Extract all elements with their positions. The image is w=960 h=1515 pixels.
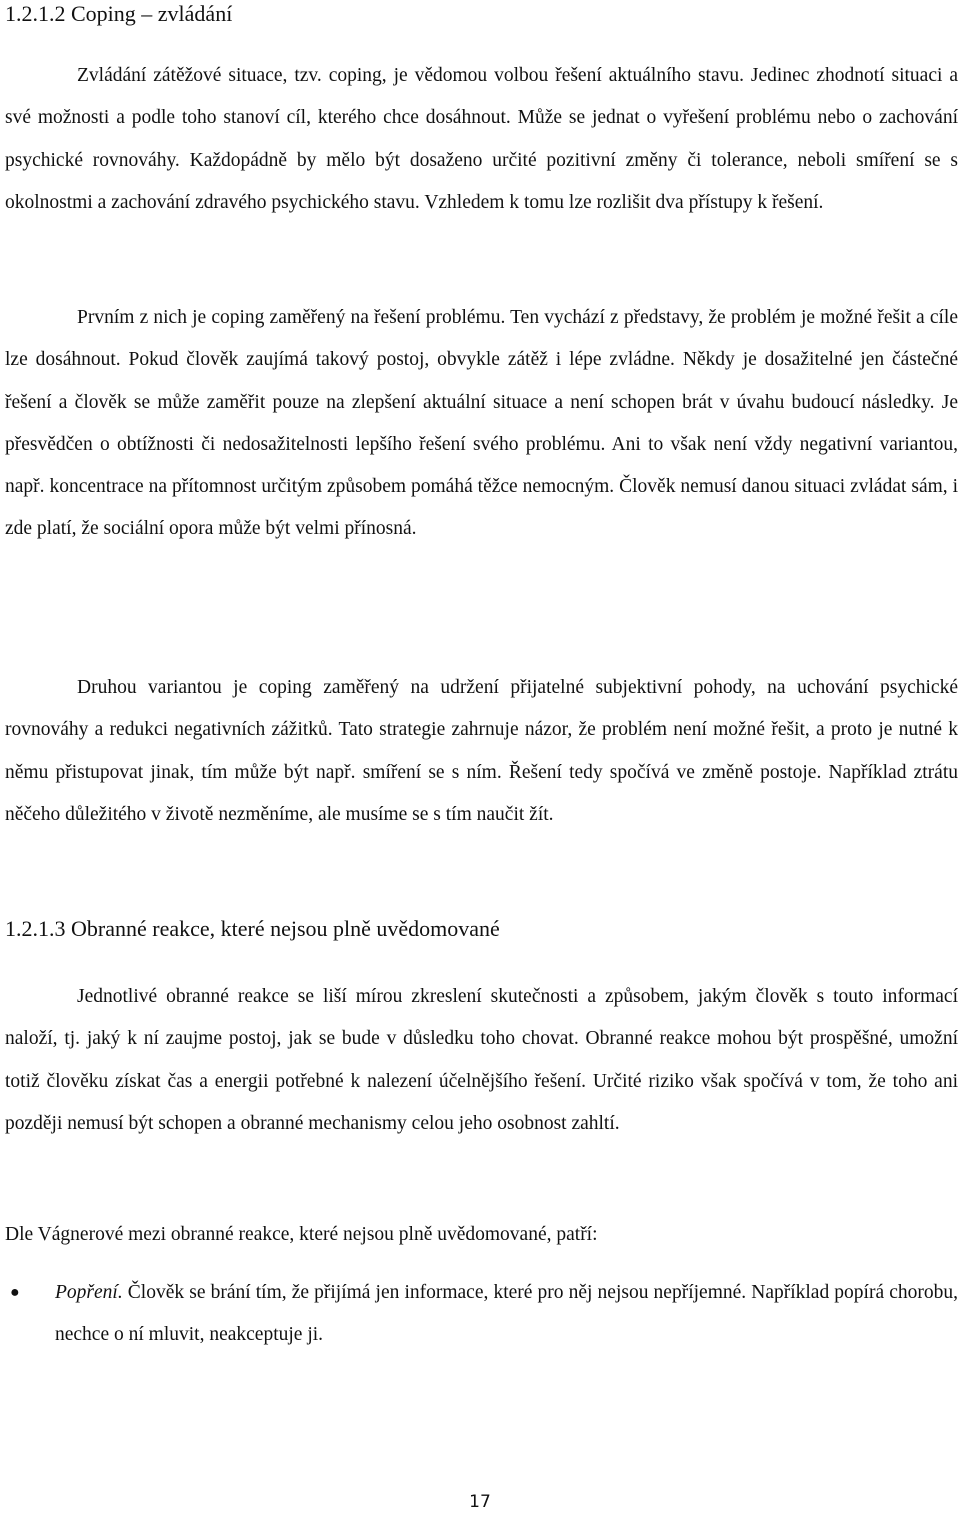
paragraph-problem-focused-coping: Prvním z nich je coping zaměřený na řešení problému. Ten vychází z představy, že problém je možné řešit a cíle lze dosáhnout. Pokud člověk zaujímá takový postoj, obvykle zátěž i lépe zvládne. Někdy je dosažitelné jen částečné řešení a člověk se může zaměřit pouze na zlepšení aktuální situace a není schopen brát v úvahu budoucí následky. Je přesvědčen o obtížnosti či nedosažitelnosti lepšího řešení svého problému. Ani to však není vždy negativní variantou, např. koncentrace na přítomnost určitým způsobem pomáhá těžce nemocným. Člověk nemusí danou situaci zvládat sám, i zde platí, že sociální opora může být velmi přínosná.: [5, 307, 958, 540]
defense-reaction-list: [0, 1272, 960, 1357]
list-item: [0, 1272, 958, 1357]
section-heading-defense-reactions: 1.2.1.3 Obranné reakce, které nejsou plně uvědomované: [5, 916, 500, 941]
paragraph-coping-definition: Zvládání zátěžové situace, tzv. coping, je vědomou volbou řešení aktuálního stavu. Jedinec zhodnotí situaci a své možnosti a podle toho stanoví cíl, kterého chce dosáhnout. Může se jednat o vyřešení problému nebo o zachování psychické rovnováhy. Každopádně by mělo být dosaženo určité pozitivní změny či tolerance, neboli smíření se s okolnostmi a zachování zdravého psychického stavu. Vzhledem k tomu lze rozlišit dva přístupy k řešení.: [5, 65, 958, 213]
bullet-icon: ●: [10, 1284, 20, 1301]
paragraph-emotion-focused-coping: Druhou variantou je coping zaměřený na udržení přijatelné subjektivní pohody, na uchování psychické rovnováhy a redukci negativních zážitků. Tato strategie zahrnuje názor, že problém není možné řešit, a proto je nutné k němu přistupovat jinak, tím může být např. smíření se s ním. Řešení tedy spočívá ve změně postoje. Například ztrátu něčeho důležitého v životě nezměníme, ale musíme se s tím naučit žít.: [5, 677, 958, 825]
list-item-text: Člověk se brání tím, že přijímá jen informace, které pro něj nejsou nepříjemné. Například popírá chorobu, nechce o ní mluvit, neakceptuje ji.: [55, 1282, 958, 1346]
paragraph-defense-reactions: Jednotlivé obranné reakce se liší mírou zkreslení skutečnosti a způsobem, jakým člověk s touto informací naloží, tj. jaký k ní zaujme postoj, jak se bude v důsledku toho chovat. Obranné reakce mohou být prospěšné, umožní totiž člověku získat čas a energii potřebné k nalezení účelnějšího řešení. Určité riziko však spočívá v tom, že toho ani později nemusí být schopen a obranné mechanismy celou jeho osobnost zahltí.: [5, 986, 958, 1134]
section-heading-coping: 1.2.1.2 Coping – zvládání: [5, 1, 233, 26]
list-item-term: Popření.: [55, 1282, 123, 1303]
page-number: 17: [469, 1492, 491, 1512]
paragraph-defense-list-intro: Dle Vágnerové mezi obranné reakce, které nejsou plně uvědomované, patří:: [5, 1224, 598, 1245]
